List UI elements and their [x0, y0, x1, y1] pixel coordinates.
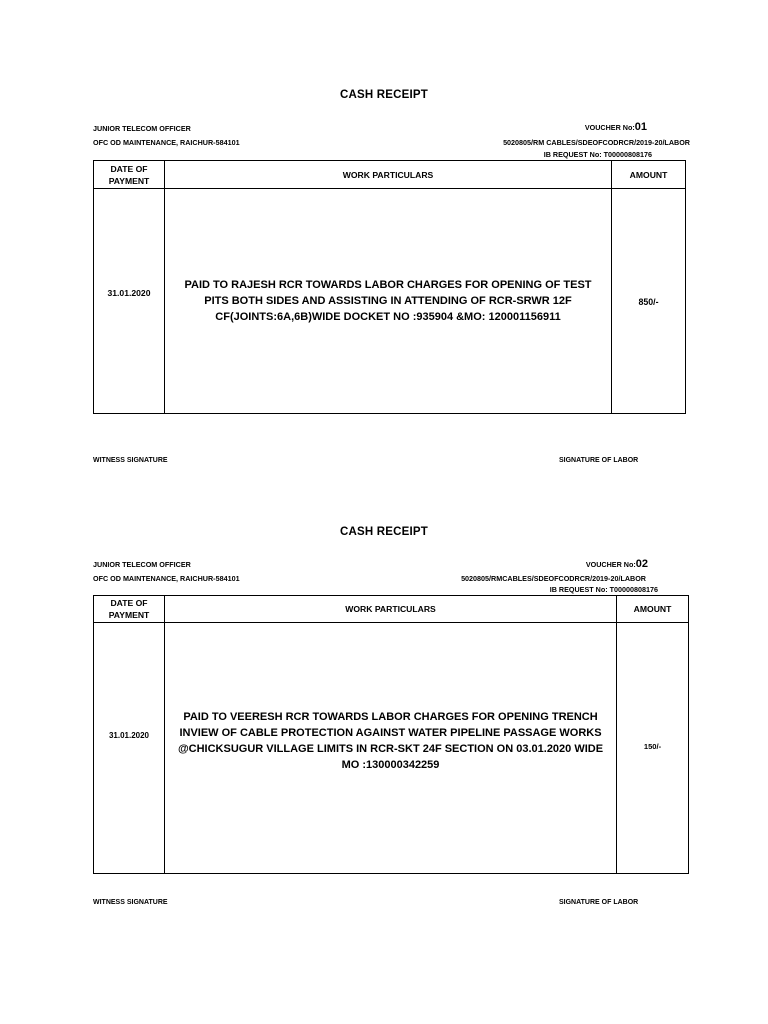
receipt-2-ib-request: IB REQUEST No: T00000808176 — [549, 585, 658, 594]
receipt-2-reference: 5020805/RMCABLES/SDEOFCODRCR/2019-20/LABOR — [461, 574, 646, 583]
receipt-1-office: JUNIOR TELECOM OFFICER — [93, 124, 191, 133]
receipt-2-labor-signature: SIGNATURE OF LABOR — [559, 899, 639, 906]
receipt-2-office: JUNIOR TELECOM OFFICER — [93, 560, 191, 569]
receipt-1-voucher-label: VOUCHER No: — [584, 123, 635, 132]
receipt-1-header-row — [94, 161, 686, 189]
receipt-2-header-row — [94, 596, 689, 623]
receipt-2-date: 31.01.2020 — [94, 623, 165, 874]
receipt-2-col-amount: AMOUNT — [617, 596, 689, 623]
receipt-1-witness-signature: WITNESS SIGNATURE — [93, 457, 168, 464]
receipt-1-address: OFC OD MAINTENANCE, RAICHUR-584101 — [93, 138, 240, 147]
receipt-2-title: CASH RECEIPT — [339, 526, 429, 538]
receipt-1-voucher — [585, 121, 647, 133]
receipt-1-title: CASH RECEIPT — [339, 89, 429, 101]
receipt-1-reference: 5020805/RM CABLES/SDEOFCODRCR/2019-20/LABOR — [503, 138, 690, 147]
receipt-1-col-work: WORK PARTICULARS — [165, 161, 612, 189]
receipt-2-col-date: DATE OF PAYMENT — [94, 596, 165, 623]
receipt-1-labor-signature: SIGNATURE OF LABOR — [559, 457, 639, 464]
receipt-2-table — [93, 595, 689, 874]
receipt-2-voucher-number: 02 — [635, 558, 648, 570]
receipt-1-particulars: PAID TO RAJESH RCR TOWARDS LABOR CHARGES FOR OPENING OF TEST PITS BOTH SIDES AND ASSISTING IN ATTENDING OF RCR-SRWR 12F CF(JOINTS:6A,6B)WIDE DOCKET NO :935904 &MO: 120001156911 — [165, 189, 612, 414]
receipt-2-amount: 150/- — [617, 623, 689, 874]
receipt-1-col-amount: AMOUNT — [612, 161, 686, 189]
receipt-2-address: OFC OD MAINTENANCE, RAICHUR-584101 — [93, 574, 240, 583]
receipt-1-ib-request: IB REQUEST No: T00000808176 — [543, 150, 652, 159]
receipt-2-data-row — [94, 623, 689, 874]
receipt-1-table — [93, 160, 686, 414]
receipt-2-particulars: PAID TO VEERESH RCR TOWARDS LABOR CHARGES FOR OPENING TRENCH INVIEW OF CABLE PROTECTION AGAINST WATER PIPELINE PASSAGE WORKS @CHICKSUGUR VILLAGE LIMITS IN RCR-SKT 24F SECTION ON 03.01.2020 WIDE MO :130000342259 — [165, 623, 617, 874]
receipt-1-col-date: DATE OF PAYMENT — [94, 161, 165, 189]
receipt-1-date: 31.01.2020 — [94, 189, 165, 414]
receipt-2-col-work: WORK PARTICULARS — [165, 596, 617, 623]
receipt-2-witness-signature: WITNESS SIGNATURE — [93, 899, 168, 906]
receipt-1-data-row — [94, 189, 686, 414]
receipt-1-amount: 850/- — [612, 189, 686, 414]
receipt-2-voucher-label: VOUCHER No: — [585, 560, 636, 569]
receipt-1-voucher-number: 01 — [634, 121, 647, 133]
receipt-2-voucher — [586, 558, 648, 570]
